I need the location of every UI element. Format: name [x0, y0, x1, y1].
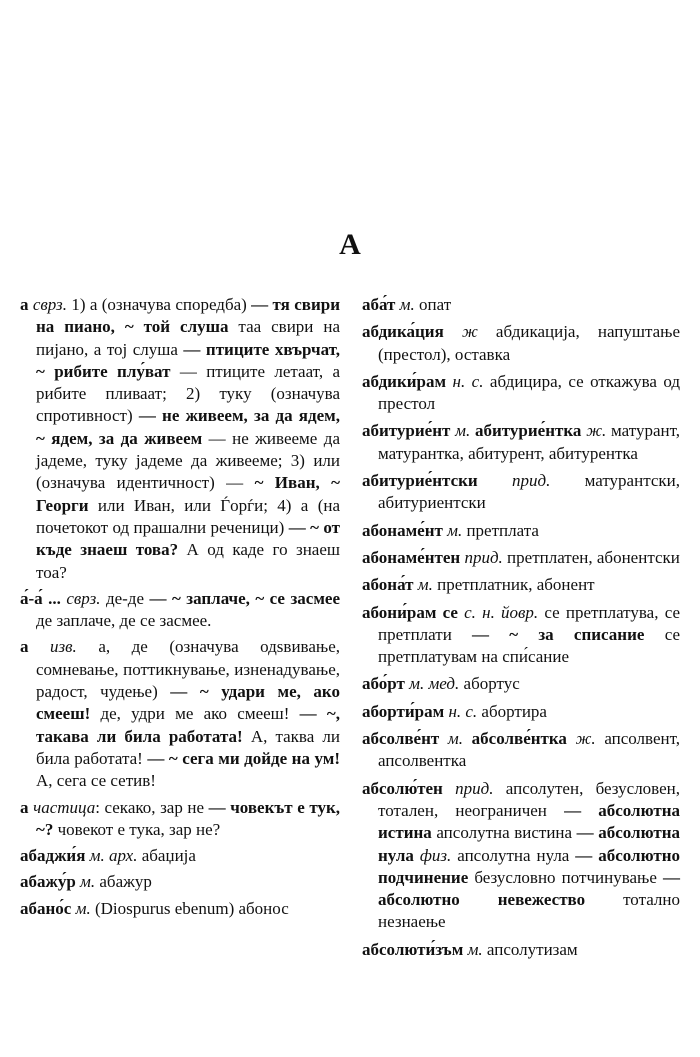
- entry-definition: изв. а, де (означува одѕвивање, сомневање, поттикнување, изненадување, радост, чудење) — ~ удари ме, ако смееш! де, удри ме ако смееш! — ~, такава ли била работата! А, таква ли била работата! — ~ сега ми дойде на ум! А, сега се сетив!: [36, 637, 340, 791]
- entry-definition: сврз. де-де — ~ заплаче, ~ се засмее де заплаче, де се засмее.: [36, 588, 340, 631]
- dictionary-entry: [20, 871, 340, 893]
- entry-definition: прид. претплатен, абонентски: [464, 547, 680, 567]
- entry-headword: а́-а́ ...: [20, 588, 61, 608]
- right-column: [362, 294, 680, 966]
- dictionary-entry: [362, 371, 680, 416]
- entry-headword: абдика́ция: [362, 322, 444, 342]
- entry-definition: прид. апсолутен, безусловен, тотален, неограничен — абсолютна истина апсолутна вистина — абсолютна нула физ. апсолутна нула — абсолютно подчинение безусловно потчинување — абсолютно невежество тотално незнаење: [378, 778, 680, 932]
- entry-headword: аборти́рам: [362, 701, 445, 721]
- dictionary-entry: [362, 778, 680, 934]
- dictionary-entry: [362, 321, 680, 366]
- entry-headword: абсолю́тен: [362, 778, 443, 798]
- entry-headword: а: [20, 295, 29, 314]
- dictionary-entry: [362, 420, 680, 465]
- entry-headword: абонаме́нтен: [362, 547, 461, 567]
- entry-headword: абдики́рам: [362, 371, 447, 391]
- entry-definition: м. абсолве́нтка ж. апсолвент, апсолвентка: [378, 729, 681, 771]
- entry-definition: м. претплата: [447, 520, 539, 540]
- entry-definition: н. с. абдицира, се откажува од престол: [378, 371, 681, 414]
- entry-headword: а: [20, 637, 29, 657]
- entry-definition: сврз. 1) а (означува споредба) — тя свири на пиано, ~ той слуша таа свири на пијано, а тој слуша — птиците хвърчат, ~ рибите плу́ват — птиците летаат, а рибите пливаат; 2) туку (означува спротивност) — не живеем, за да ядем, ~ ядем, за да живеем — не живееме да јадеме, туку јадеме да живееме; 3) или (означува идентичност) — ~ Иван, ~ Георги или Иван, или Ѓорѓи; 4) а (на почетокот од прашални реченици) — ~ от къде знаеш това? А од каде го знаеш тоа?: [32, 295, 340, 582]
- entry-headword: абаджи́я: [20, 846, 86, 866]
- left-column: [20, 294, 340, 924]
- dictionary-entry: [362, 470, 680, 515]
- dictionary-entry: [20, 294, 340, 584]
- section-letter: А: [339, 228, 361, 261]
- entry-definition: н. с. абортира: [448, 701, 547, 721]
- dictionary-entry: [362, 294, 680, 316]
- dictionary-entry: [362, 939, 680, 961]
- entry-definition: частица: секако, зар не — човекът е тук, ~? човекот е тука, зар не?: [33, 797, 340, 839]
- dictionary-entry: [20, 797, 340, 842]
- entry-definition: м. претплатник, абонент: [417, 575, 595, 595]
- entry-headword: абитурие́нтски: [362, 471, 478, 491]
- entry-definition: ж абдикација, напуштање (престол), оставка: [378, 322, 680, 364]
- entry-headword: абажу́р: [20, 872, 76, 892]
- entry-headword: абонаме́нт: [362, 520, 443, 540]
- entry-definition: м. арх. абаџија: [89, 846, 196, 866]
- entry-headword: абсолюти́зъм: [362, 939, 464, 959]
- entry-definition: м. абажур: [80, 872, 152, 892]
- entry-definition: м. апсолутизам: [467, 939, 578, 959]
- dictionary-entry: [362, 574, 680, 596]
- dictionary-entry: [20, 898, 340, 920]
- entry-definition: м. опат: [399, 295, 452, 314]
- entry-headword: абано́с: [20, 898, 72, 918]
- entry-headword: абсолве́нт: [362, 729, 440, 749]
- entry-definition: прид. матурантски, абитуриентски: [378, 471, 680, 513]
- entry-headword: а: [20, 797, 29, 817]
- entry-headword: абона́т: [362, 575, 414, 595]
- entry-definition: м. абитурие́нтка ж. матурант, матурантка, абитурент, абитурентка: [378, 421, 681, 463]
- dictionary-entry: [362, 547, 680, 569]
- dictionary-entry: [362, 673, 680, 695]
- entry-headword: або́рт: [362, 674, 405, 694]
- dictionary-entry: [20, 636, 340, 792]
- dictionary-entry: [362, 701, 680, 723]
- entry-headword: аба́т: [362, 295, 396, 314]
- dictionary-entry: [20, 588, 340, 633]
- dictionary-entry: [362, 520, 680, 542]
- dictionary-entry: [362, 602, 680, 669]
- entry-definition: с. н. йовр. се претплатува, се претплати — ~ за списание се претплатувам на спи́сание: [378, 602, 680, 667]
- entry-definition: м. (Diospurus ebenum) абонос: [75, 898, 289, 918]
- entry-definition: м. мед. абортус: [409, 674, 520, 694]
- dictionary-entry: [362, 728, 680, 773]
- entry-headword: абони́рам се: [362, 602, 458, 622]
- entry-headword: абитурие́нт: [362, 421, 451, 441]
- dictionary-entry: [20, 845, 340, 867]
